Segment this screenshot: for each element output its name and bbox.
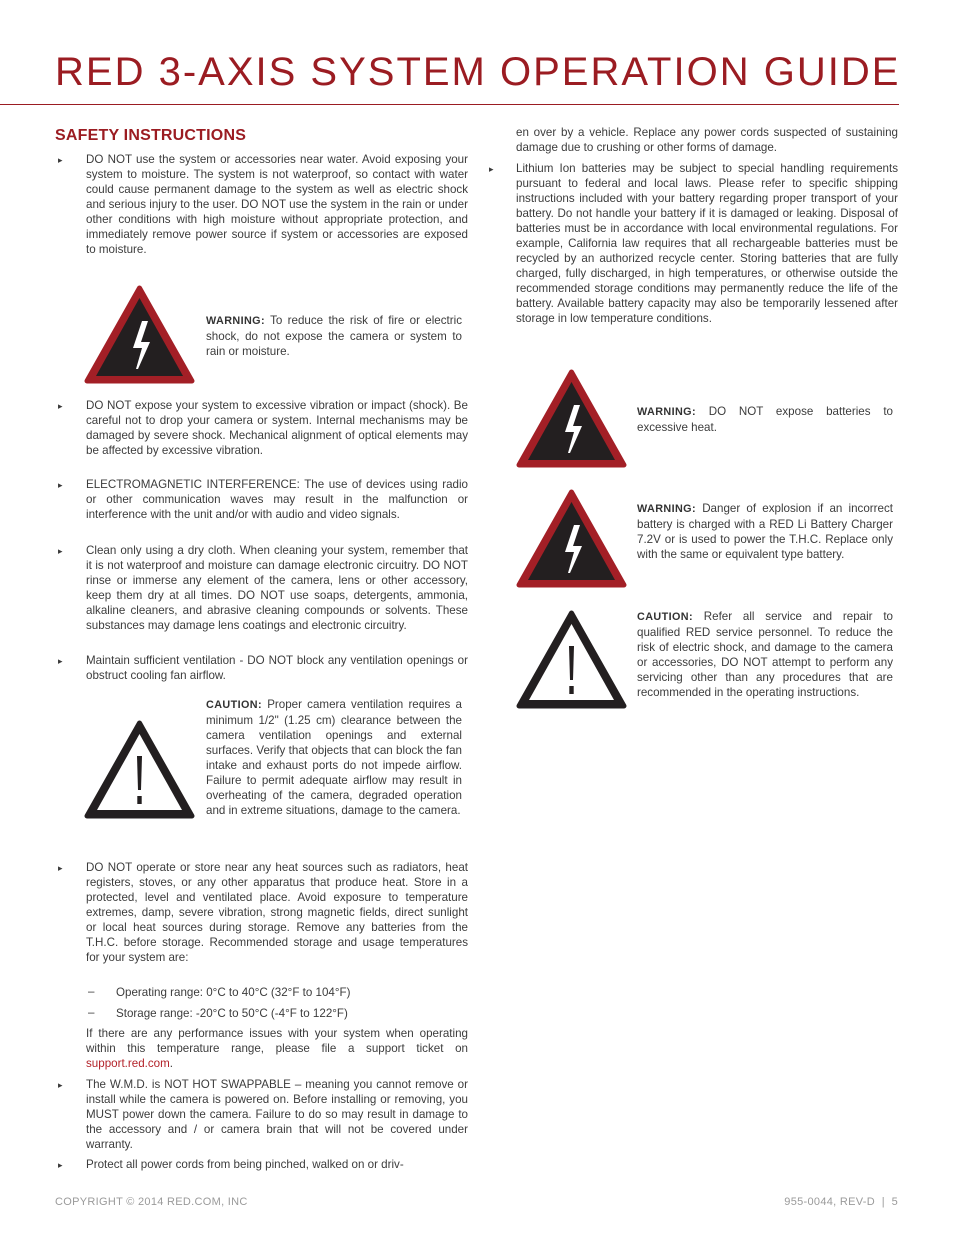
header-rule	[0, 104, 899, 105]
bullet-cleaning: Clean only using a dry cloth. When cleaning your system, remember that it is not waterproof and moisture can damage electronic circuitry. DO NOT rinse or immerse any element of the camera, lens or other accessory, keep them dry at all times. DO NOT use soaps, detergents, ammonia, alkaline cleaners, and abrasive cleaning compounds or solvents. These substances may damage lens coatings and electronic circuitry.	[86, 544, 468, 632]
bullet-icon: ▸	[489, 164, 494, 174]
bullet-icon: ▸	[58, 1160, 63, 1170]
warning-heat-body: DO NOT expose batteries to excessive heat.	[637, 405, 893, 434]
caution-exclamation-icon	[84, 720, 195, 819]
support-text: If there are any performance issues with your system when operating within this temperature range, please file a support ticket on	[86, 1027, 468, 1055]
caution-label: CAUTION:	[206, 699, 262, 711]
warning-heat-text	[637, 404, 893, 435]
bullet-interference: ELECTROMAGNETIC INTERFERENCE: The use of devices using radio or other communication waves may result in the malfunction or interference with the unit and/or with audio and video signals.	[86, 478, 468, 521]
power-cords-continued: en over by a vehicle. Replace any power cords suspected of sustaining damage due to crushing or other forms of damage.	[516, 126, 898, 154]
footer-copyright: COPYRIGHT © 2014 RED.COM, INC	[55, 1196, 248, 1208]
bullet-ventilation: Maintain sufficient ventilation - DO NOT block any ventilation openings or obstruct cooling fan airflow.	[86, 654, 468, 682]
bullet-icon: ▸	[58, 1080, 63, 1090]
bullet-icon: ▸	[58, 155, 63, 165]
support-paragraph	[86, 1026, 468, 1071]
warning-rain-text	[206, 313, 462, 359]
operating-range: Operating range: 0°C to 40°C (32°F to 104°F)	[116, 986, 351, 999]
page-title: RED 3-AXIS SYSTEM OPERATION GUIDE	[55, 50, 901, 94]
footer-docnum: 955-0044, REV-D | 5	[784, 1196, 898, 1208]
bullet-icon: ▸	[58, 863, 63, 873]
bullet-water: DO NOT use the system or accessories near water. Avoid exposing your system to moisture. The system is not waterproof, so contact with water could cause permanent damage to the system as well as electric shock and serious injury to the user. DO NOT use the system in the rain or under other conditions with high moisture without appropriate protection, and immediately remove power source if system or accessories are exposed to moisture.	[86, 153, 468, 256]
caution-service-body: Refer all service and repair to qualified RED service personnel. To reduce the risk of electric shock, and damage to the camera or accessories, DO NOT attempt to perform any servicing other than any procedures that are recommended in the operating instructions.	[637, 610, 893, 699]
bullet-icon: ▸	[58, 401, 63, 411]
bullet-icon: ▸	[58, 656, 63, 666]
caution-ventilation-body: Proper camera ventilation requires a minimum 1/2" (1.25 cm) clearance between the camera ventilation openings and external surfaces. Verify that objects that can block the fan intake and exhaust ports do not impede airflow. Failure to permit adequate airflow may result in overheating of the camera, degraded operation and in extreme situations, damage to the camera.	[206, 698, 462, 817]
bullet-icon: ▸	[58, 480, 63, 490]
warning-rain-body: To reduce the risk of fire or electric shock, do not expose the camera or system to rain or moisture.	[206, 314, 463, 358]
bullet-power-cords: Protect all power cords from being pinched, walked on or driv-	[86, 1158, 404, 1171]
electric-shock-warning-icon	[84, 285, 195, 384]
storage-range: Storage range: -20°C to 50°C (-4°F to 122°F)	[116, 1007, 348, 1020]
bullet-lithium-ion: Lithium Ion batteries may be subject to special handling requirements pursuant to federal and local laws. Please refer to specific shipping instructions included with your battery regarding proper transport of your battery. Do not handle your battery if it is damaged or leaking. Disposal of batteries must be in accordance with local environmental regulations. For example, California law requires that all rechargeable batteries must be recycled by an authorized recycle center. Storing batteries that are fully charged, fully discharged, in high temperatures, or otherwise outside the recommended storage conditions may permanently reduce the life of the battery. Available battery capacity may also be temporarily lessened after storage in low temperature conditions.	[516, 162, 898, 325]
bullet-wmd: The W.M.D. is NOT HOT SWAPPABLE – meaning you cannot remove or install while the camera is powered on. Before installing or removing, you MUST power down the camera. Failure to do so may result in damage to the accessory and / or camera brain that will not be covered under warranty.	[86, 1078, 468, 1151]
warning-explosion-body: Danger of explosion if an incorrect battery is charged with a RED Li Battery Charger 7.2V or is used to power the T.H.C. Replace only with the same or equivalent type battery.	[637, 502, 893, 561]
caution-exclamation-icon	[516, 610, 627, 709]
bullet-icon: ▸	[58, 546, 63, 556]
warning-label: WARNING:	[637, 406, 696, 418]
electric-shock-warning-icon	[516, 369, 627, 468]
section-heading: SAFETY INSTRUCTIONS	[55, 127, 247, 144]
electric-shock-warning-icon	[516, 489, 627, 588]
dash-icon: –	[88, 985, 95, 998]
support-period: .	[169, 1057, 174, 1070]
bullet-heat: DO NOT operate or store near any heat sources such as radiators, heat registers, stoves, or any other apparatus that produce heat. Store in a protected, level and ventilated place. Avoid exposure to temperature extremes, damp, severe vibration, strong magnetic fields, direct sunlight or local heat sources during storage. Remove any batteries from the T.H.C. before storage. Recommended storage and usage temperatures for your system are:	[86, 861, 468, 964]
warning-explosion-text	[637, 501, 893, 562]
caution-label: CAUTION:	[637, 611, 693, 623]
warning-label: WARNING:	[206, 315, 265, 327]
support-link[interactable]: support.red.com	[86, 1057, 170, 1070]
bullet-vibration: DO NOT expose your system to excessive vibration or impact (shock). Be careful not to drop your camera or system. Internal mechanisms may be damaged by severe shock. Mechanical alignment of optical elements may be affected by excessive vibration.	[86, 399, 468, 457]
caution-service-text	[637, 609, 893, 700]
warning-label: WARNING:	[637, 503, 696, 515]
dash-icon: –	[88, 1006, 95, 1019]
caution-ventilation-text	[206, 697, 462, 818]
